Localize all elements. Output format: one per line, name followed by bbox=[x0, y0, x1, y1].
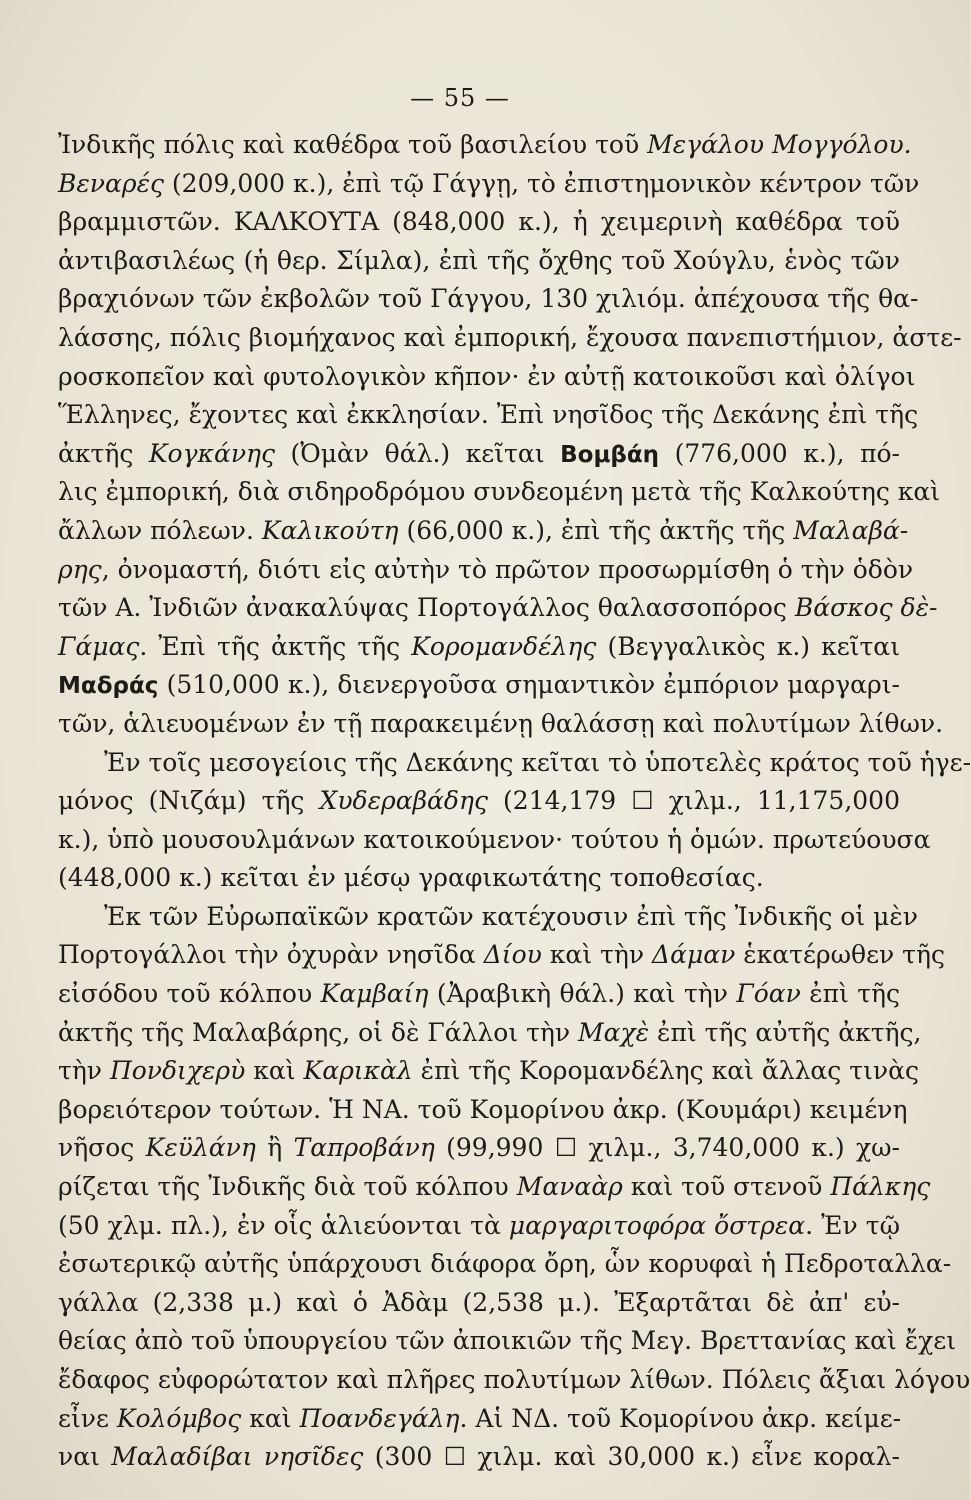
text-line bbox=[58, 589, 938, 628]
text-segment: Πορτογάλλοι τὴν ὀχυρὰν νησῖδα bbox=[58, 940, 484, 970]
text-segment: εἶνε bbox=[58, 1403, 117, 1433]
text-segment: θείας ἀπὸ τοῦ ὑπουργείου τῶν ἀποικιῶν τῆς Μεγ. Βρεττανίας καὶ ἔχει bbox=[58, 1326, 957, 1356]
text-segment: (Ἀραβικὴ θάλ.) καὶ τὴν bbox=[428, 979, 737, 1009]
text-segment: . Ἐν τῷ bbox=[805, 1210, 900, 1240]
text-segment: τὴν bbox=[58, 1056, 110, 1086]
text-line bbox=[58, 1400, 900, 1439]
text-segment: τῶν Α. Ἰνδιῶν ἀνακαλύψας Πορτογάλλος θαλασσοπόρος bbox=[58, 593, 795, 623]
text-segment: ρίζεται τῆς Ἰνδικῆς διὰ τοῦ κόλπου bbox=[58, 1172, 517, 1202]
text-line bbox=[58, 126, 912, 165]
text-segment: ἔδαφος εὐφορώτατον καὶ πλῆρες πολυτίμων λίθων. Πόλεις ἄξιαι λόγου bbox=[58, 1365, 971, 1394]
italic-term: Δάμαν bbox=[652, 940, 736, 970]
text-segment: ἐπὶ τῆς αὐτῆς ἀκτῆς, bbox=[649, 1017, 922, 1047]
text-segment: βραχιόνων τῶν ἐκβολῶν τοῦ Γάγγου, 130 χιλιόμ. ἀπέχουσα τῆς θα- bbox=[58, 284, 919, 314]
text-line bbox=[58, 898, 918, 937]
text-line bbox=[58, 435, 900, 474]
text-segment: (300 ☐ χιλμ. καὶ 30,000 κ.) εἶνε κοραλ- bbox=[363, 1442, 900, 1472]
text-segment: καὶ bbox=[245, 1056, 304, 1086]
page-number: — 55 — bbox=[410, 84, 510, 112]
text-line bbox=[58, 165, 920, 204]
text-segment: εἰσόδου τοῦ κόλπου bbox=[58, 979, 321, 1009]
italic-term: Ποανδεγάλη bbox=[299, 1403, 460, 1433]
text-segment: ἀντιβασιλέως (ἡ θερ. Σίμλα), ἐπὶ τῆς ὄχθης τοῦ Χούγλυ, ἑνὸς τῶν bbox=[58, 245, 900, 275]
text-line bbox=[58, 1168, 931, 1207]
italic-term: Καμβαίη bbox=[320, 979, 429, 1009]
text-segment: (50 χλμ. πλ.), ἐν οἷς ἁλιεύονται τὰ bbox=[58, 1210, 509, 1240]
text-line bbox=[58, 744, 971, 783]
italic-term: Μαχὲ bbox=[578, 1017, 650, 1047]
text-line bbox=[58, 512, 909, 551]
italic-term: Γόαν bbox=[736, 979, 801, 1009]
text-segment: ἐπὶ τῆς bbox=[800, 979, 901, 1009]
text-segment: καὶ τὴν bbox=[541, 940, 653, 970]
text-line bbox=[58, 666, 900, 705]
text-segment: (214,179 ☐ χιλμ., 11,175,000 bbox=[487, 786, 900, 816]
text-segment: ἢ bbox=[255, 1133, 294, 1163]
text-line bbox=[58, 628, 900, 667]
italic-term: Κεϋλάνη bbox=[145, 1133, 256, 1163]
text-segment: (510,000 κ.), διενεργοῦσα σημαντικὸν ἐμπόριον μαργαρι- bbox=[158, 670, 900, 700]
italic-term: Καρικὰλ bbox=[303, 1056, 413, 1086]
text-line bbox=[58, 203, 900, 242]
text-segment: Ἐν τοῖς μεσογείοις τῆς Δεκάνης κεῖται τὸ ὑποτελὲς κράτος τοῦ ἡγε- bbox=[104, 747, 971, 777]
italic-term: Καλικούτη bbox=[261, 515, 399, 545]
text-line bbox=[58, 1014, 922, 1053]
italic-term: Μαλαβά- bbox=[793, 515, 909, 545]
italic-term: Πάλκης bbox=[830, 1172, 931, 1202]
text-line bbox=[58, 358, 916, 397]
text-line bbox=[58, 821, 931, 860]
italic-term: Βεναρές bbox=[58, 168, 164, 198]
text-segment: καὶ bbox=[241, 1403, 300, 1433]
body-text bbox=[58, 126, 971, 1476]
text-line bbox=[58, 1322, 957, 1361]
text-segment: ἀκτῆς bbox=[58, 438, 149, 468]
text-segment: Ἐκ τῶν Εὐρωπαϊκῶν κρατῶν κατέχουσιν ἐπὶ τῆς Ἰνδικῆς οἱ μὲν bbox=[104, 901, 918, 931]
text-segment: νῆσος bbox=[58, 1133, 146, 1163]
italic-term: Κογκάνης bbox=[148, 438, 275, 468]
text-line bbox=[58, 1438, 900, 1477]
text-segment: Ἕλληνες, ἔχοντες καὶ ἐκκλησίαν. Ἐπὶ νησῖδος τῆς Δεκάνης ἐπὶ τῆς bbox=[58, 400, 919, 430]
text-line bbox=[58, 551, 914, 590]
text-line bbox=[58, 1129, 900, 1168]
text-line bbox=[58, 1207, 900, 1246]
text-segment: (66,000 κ.), ἐπὶ τῆς ἀκτῆς τῆς bbox=[398, 515, 794, 545]
italic-term: Δίου bbox=[483, 940, 542, 970]
text-segment: ἐσωτερικῷ αὐτῆς ὑπάρχουσι διάφορα ὄρη, ὧν κορυφαὶ ἡ Πεδροταλλα- bbox=[58, 1249, 952, 1279]
text-segment: γάλλα (2,338 μ.) καὶ ὁ Ἀδὰμ (2,538 μ.). Ἐξαρτᾶται δὲ ἀπ' εὐ- bbox=[58, 1287, 900, 1317]
text-segment: κ.), ὑπὸ μουσουλμάνων κατοικούμενον· τούτου ἡ ὁμών. πρωτεύουσα bbox=[58, 824, 931, 854]
text-line bbox=[58, 319, 962, 358]
text-segment: (Βεγγαλικὸς κ.) κεῖται bbox=[596, 631, 900, 661]
italic-term: Γάμας bbox=[58, 631, 140, 661]
italic-term: Μαναὰρ bbox=[516, 1172, 623, 1202]
text-line bbox=[58, 1361, 971, 1400]
text-segment: καὶ τοῦ στενοῦ bbox=[622, 1172, 831, 1202]
text-segment: ἑκατέρωθεν τῆς bbox=[735, 940, 945, 970]
text-segment: . Αἱ ΝΔ. τοῦ Κομορίνου ἀκρ. κείμε- bbox=[459, 1403, 902, 1433]
italic-term: Βάσκος δὲ- bbox=[794, 593, 938, 623]
text-segment: μόνος (Νιζάμ) τῆς bbox=[58, 786, 320, 816]
text-segment: (209,000 κ.), ἐπὶ τῷ Γάγγῃ, τὸ ἐπιστημονικὸν κέντρον τῶν bbox=[163, 168, 920, 198]
text-segment: ροσκοπεῖον καὶ φυτολογικὸν κῆπον· ἐν αὐτῇ κατοικοῦσι καὶ ὀλίγοι bbox=[58, 361, 916, 391]
bold-place-name: Βομβάη bbox=[560, 441, 660, 468]
text-line bbox=[58, 975, 900, 1014]
text-segment: λάσσης, πόλις βιομήχανος καὶ ἐμπορική, ἔχουσα πανεπιστήμιον, ἀστε- bbox=[58, 322, 962, 352]
italic-term: μαργαριτοφόρα ὄστρεα bbox=[508, 1210, 806, 1240]
bold-place-name: Μαδράς bbox=[58, 673, 159, 700]
text-line bbox=[58, 1052, 919, 1091]
text-segment: ἄλλων πόλεων. bbox=[58, 515, 262, 545]
text-line bbox=[58, 705, 944, 744]
text-segment: (776,000 κ.), πό- bbox=[659, 438, 900, 468]
text-segment: (Ὀμὰν θάλ.) κεῖται bbox=[275, 438, 561, 468]
italic-term: Μεγάλου Μογγόλου. bbox=[647, 130, 912, 159]
text-line bbox=[58, 473, 941, 512]
text-line bbox=[58, 396, 919, 435]
italic-term: Χυδεραβάδης bbox=[319, 786, 488, 816]
text-segment: (99,990 ☐ χιλμ., 3,740,000 κ.) χω- bbox=[434, 1133, 901, 1163]
text-line bbox=[58, 1284, 900, 1323]
text-line bbox=[58, 242, 900, 281]
text-line bbox=[58, 280, 919, 319]
italic-term: Κορομανδέλης bbox=[411, 631, 597, 661]
italic-term: ρης bbox=[58, 554, 102, 584]
italic-term: Ταπροβάνη bbox=[293, 1133, 435, 1163]
text-segment: βορειότερον τούτων. Ἡ ΝΑ. τοῦ Κομορίνου ἀκρ. (Κουμάρι) κειμένη bbox=[58, 1094, 908, 1124]
text-line bbox=[58, 859, 900, 898]
italic-term: Μαλαδίβαι νησῖδες bbox=[111, 1442, 364, 1472]
text-line bbox=[58, 1091, 908, 1130]
text-segment: ἀκτῆς τῆς Μαλαβάρης, οἱ δὲ Γάλλοι τὴν bbox=[58, 1017, 579, 1047]
italic-term: Κολόμβος bbox=[116, 1403, 242, 1433]
text-segment: τῶν, ἁλιευομένων ἐν τῇ παρακειμένῃ θαλάσσῃ καὶ πολυτίμων λίθων. bbox=[58, 708, 944, 738]
text-segment: (448,000 κ.) κεῖται ἐν μέσῳ γραφικωτάτης τοποθεσίας. bbox=[58, 863, 764, 893]
text-segment: Ἰνδικῆς πόλις καὶ καθέδρα τοῦ βασιλείου τοῦ bbox=[58, 130, 648, 159]
text-line bbox=[58, 782, 900, 821]
text-segment: , ὀνομαστή, διότι εἰς αὐτὴν τὸ πρῶτον προσωρμίσθη ὁ τὴν ὁδὸν bbox=[101, 554, 914, 584]
text-segment: βραμμιστῶν. ΚΑΛΚΟΥΤΑ (848,000 κ.), ἡ χειμερινὴ καθέδρα τοῦ bbox=[58, 207, 900, 237]
text-segment: ναι bbox=[58, 1442, 112, 1472]
text-segment: ἐπὶ τῆς Κορομανδέλης καὶ ἄλλας τινὰς bbox=[412, 1056, 919, 1086]
text-segment: . Ἐπὶ τῆς ἀκτῆς τῆς bbox=[139, 631, 412, 661]
text-line bbox=[58, 1245, 952, 1284]
text-line bbox=[58, 936, 945, 975]
text-segment: λις ἐμπορική, διὰ σιδηροδρόμου συνδεομένη μετὰ τῆς Καλκούτης καὶ bbox=[58, 477, 941, 507]
italic-term: Πονδιχερὺ bbox=[109, 1056, 246, 1086]
